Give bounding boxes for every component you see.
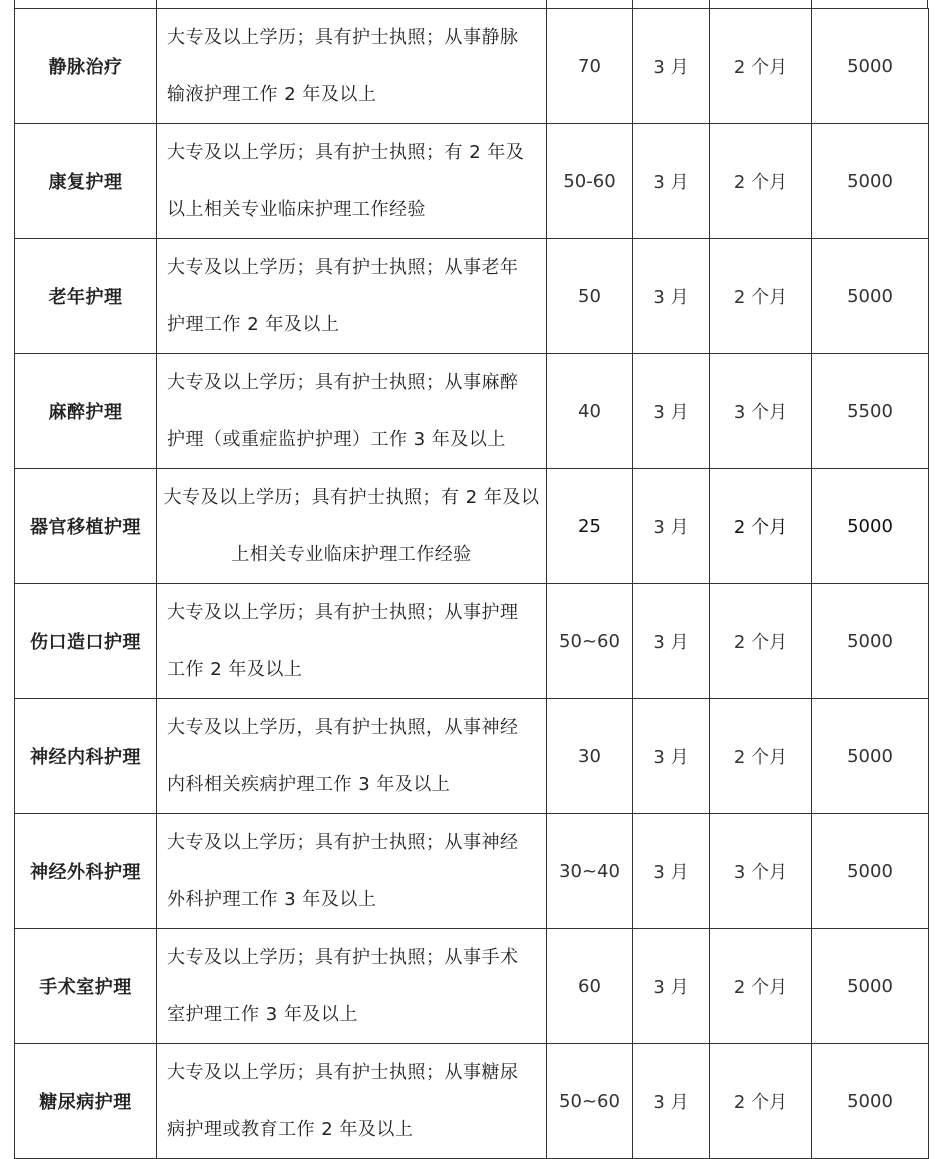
table-row — [15, 929, 929, 1044]
requirement-cell: 大专及以上学历；具有护士执照；有 2 年及以上相关专业临床护理工作经验 — [157, 469, 547, 584]
quota-cell: 60 — [547, 929, 633, 1044]
quota-cell: 50-60 — [547, 124, 633, 239]
fee-cell: 5000 — [812, 239, 929, 354]
requirement-cell: 大专及以上学历，具有护士执照，从事神经内科相关疾病护理工作 3 年及以上 — [157, 699, 547, 814]
period-cell: 2 个月 — [710, 239, 812, 354]
training-duration-cell: 3 月 — [633, 1044, 710, 1159]
table-row — [15, 814, 929, 929]
specialty-name-cell: 神经内科护理 — [15, 699, 157, 814]
quota-cell: 50~60 — [547, 584, 633, 699]
requirement-cell: 大专及以上学历；具有护士执照；从事静脉输液护理工作 2 年及以上 — [157, 9, 547, 124]
fee-cell: 5000 — [812, 814, 929, 929]
training-duration-cell: 3 月 — [633, 354, 710, 469]
training-duration-cell: 3 月 — [633, 239, 710, 354]
period-cell: 2 个月 — [710, 699, 812, 814]
training-duration-cell: 3 月 — [633, 124, 710, 239]
specialty-name-cell: 伤口造口护理 — [15, 584, 157, 699]
period-cell: 2 个月 — [710, 124, 812, 239]
period-cell: 2 个月 — [710, 584, 812, 699]
table-top-continuation — [14, 0, 928, 8]
fee-cell: 5000 — [812, 124, 929, 239]
training-duration-cell: 3 月 — [633, 469, 710, 584]
requirement-cell: 大专及以上学历；具有护士执照；从事糖尿病护理或教育工作 2 年及以上 — [157, 1044, 547, 1159]
nursing-training-table — [14, 8, 929, 1159]
requirement-cell: 大专及以上学历；具有护士执照；从事手术室护理工作 3 年及以上 — [157, 929, 547, 1044]
table-row — [15, 354, 929, 469]
specialty-name-cell: 糖尿病护理 — [15, 1044, 157, 1159]
specialty-name-cell: 静脉治疗 — [15, 9, 157, 124]
fee-cell: 5000 — [812, 584, 929, 699]
table-row — [15, 124, 929, 239]
quota-cell: 50~60 — [547, 1044, 633, 1159]
nursing-training-table-container — [14, 8, 928, 1159]
period-cell: 2 个月 — [710, 929, 812, 1044]
quota-cell: 50 — [547, 239, 633, 354]
specialty-name-cell: 神经外科护理 — [15, 814, 157, 929]
fee-cell: 5000 — [812, 469, 929, 584]
table-row — [15, 584, 929, 699]
fee-cell: 5000 — [812, 9, 929, 124]
quota-cell: 40 — [547, 354, 633, 469]
table-row — [15, 699, 929, 814]
requirement-cell: 大专及以上学历；具有护士执照；从事麻醉护理（或重症监护护理）工作 3 年及以上 — [157, 354, 547, 469]
specialty-name-cell: 麻醉护理 — [15, 354, 157, 469]
period-cell: 2 个月 — [710, 1044, 812, 1159]
specialty-name-cell: 康复护理 — [15, 124, 157, 239]
requirement-cell: 大专及以上学历；具有护士执照；从事老年护理工作 2 年及以上 — [157, 239, 547, 354]
requirement-cell: 大专及以上学历；具有护士执照；有 2 年及以上相关专业临床护理工作经验 — [157, 124, 547, 239]
fee-cell: 5000 — [812, 929, 929, 1044]
quota-cell: 70 — [547, 9, 633, 124]
table-row — [15, 1044, 929, 1159]
period-cell: 2 个月 — [710, 469, 812, 584]
training-duration-cell: 3 月 — [633, 929, 710, 1044]
table-row — [15, 469, 929, 584]
fee-cell: 5500 — [812, 354, 929, 469]
period-cell: 2 个月 — [710, 9, 812, 124]
specialty-name-cell: 老年护理 — [15, 239, 157, 354]
quota-cell: 30~40 — [547, 814, 633, 929]
quota-cell: 30 — [547, 699, 633, 814]
specialty-name-cell: 器官移植护理 — [15, 469, 157, 584]
quota-cell: 25 — [547, 469, 633, 584]
requirement-cell: 大专及以上学历；具有护士执照；从事护理工作 2 年及以上 — [157, 584, 547, 699]
table-row — [15, 9, 929, 124]
table-row — [15, 239, 929, 354]
table-body — [15, 9, 929, 1159]
training-duration-cell: 3 月 — [633, 584, 710, 699]
period-cell: 3 个月 — [710, 814, 812, 929]
fee-cell: 5000 — [812, 1044, 929, 1159]
training-duration-cell: 3 月 — [633, 814, 710, 929]
fee-cell: 5000 — [812, 699, 929, 814]
specialty-name-cell: 手术室护理 — [15, 929, 157, 1044]
training-duration-cell: 3 月 — [633, 9, 710, 124]
period-cell: 3 个月 — [710, 354, 812, 469]
training-duration-cell: 3 月 — [633, 699, 710, 814]
requirement-cell: 大专及以上学历；具有护士执照；从事神经外科护理工作 3 年及以上 — [157, 814, 547, 929]
